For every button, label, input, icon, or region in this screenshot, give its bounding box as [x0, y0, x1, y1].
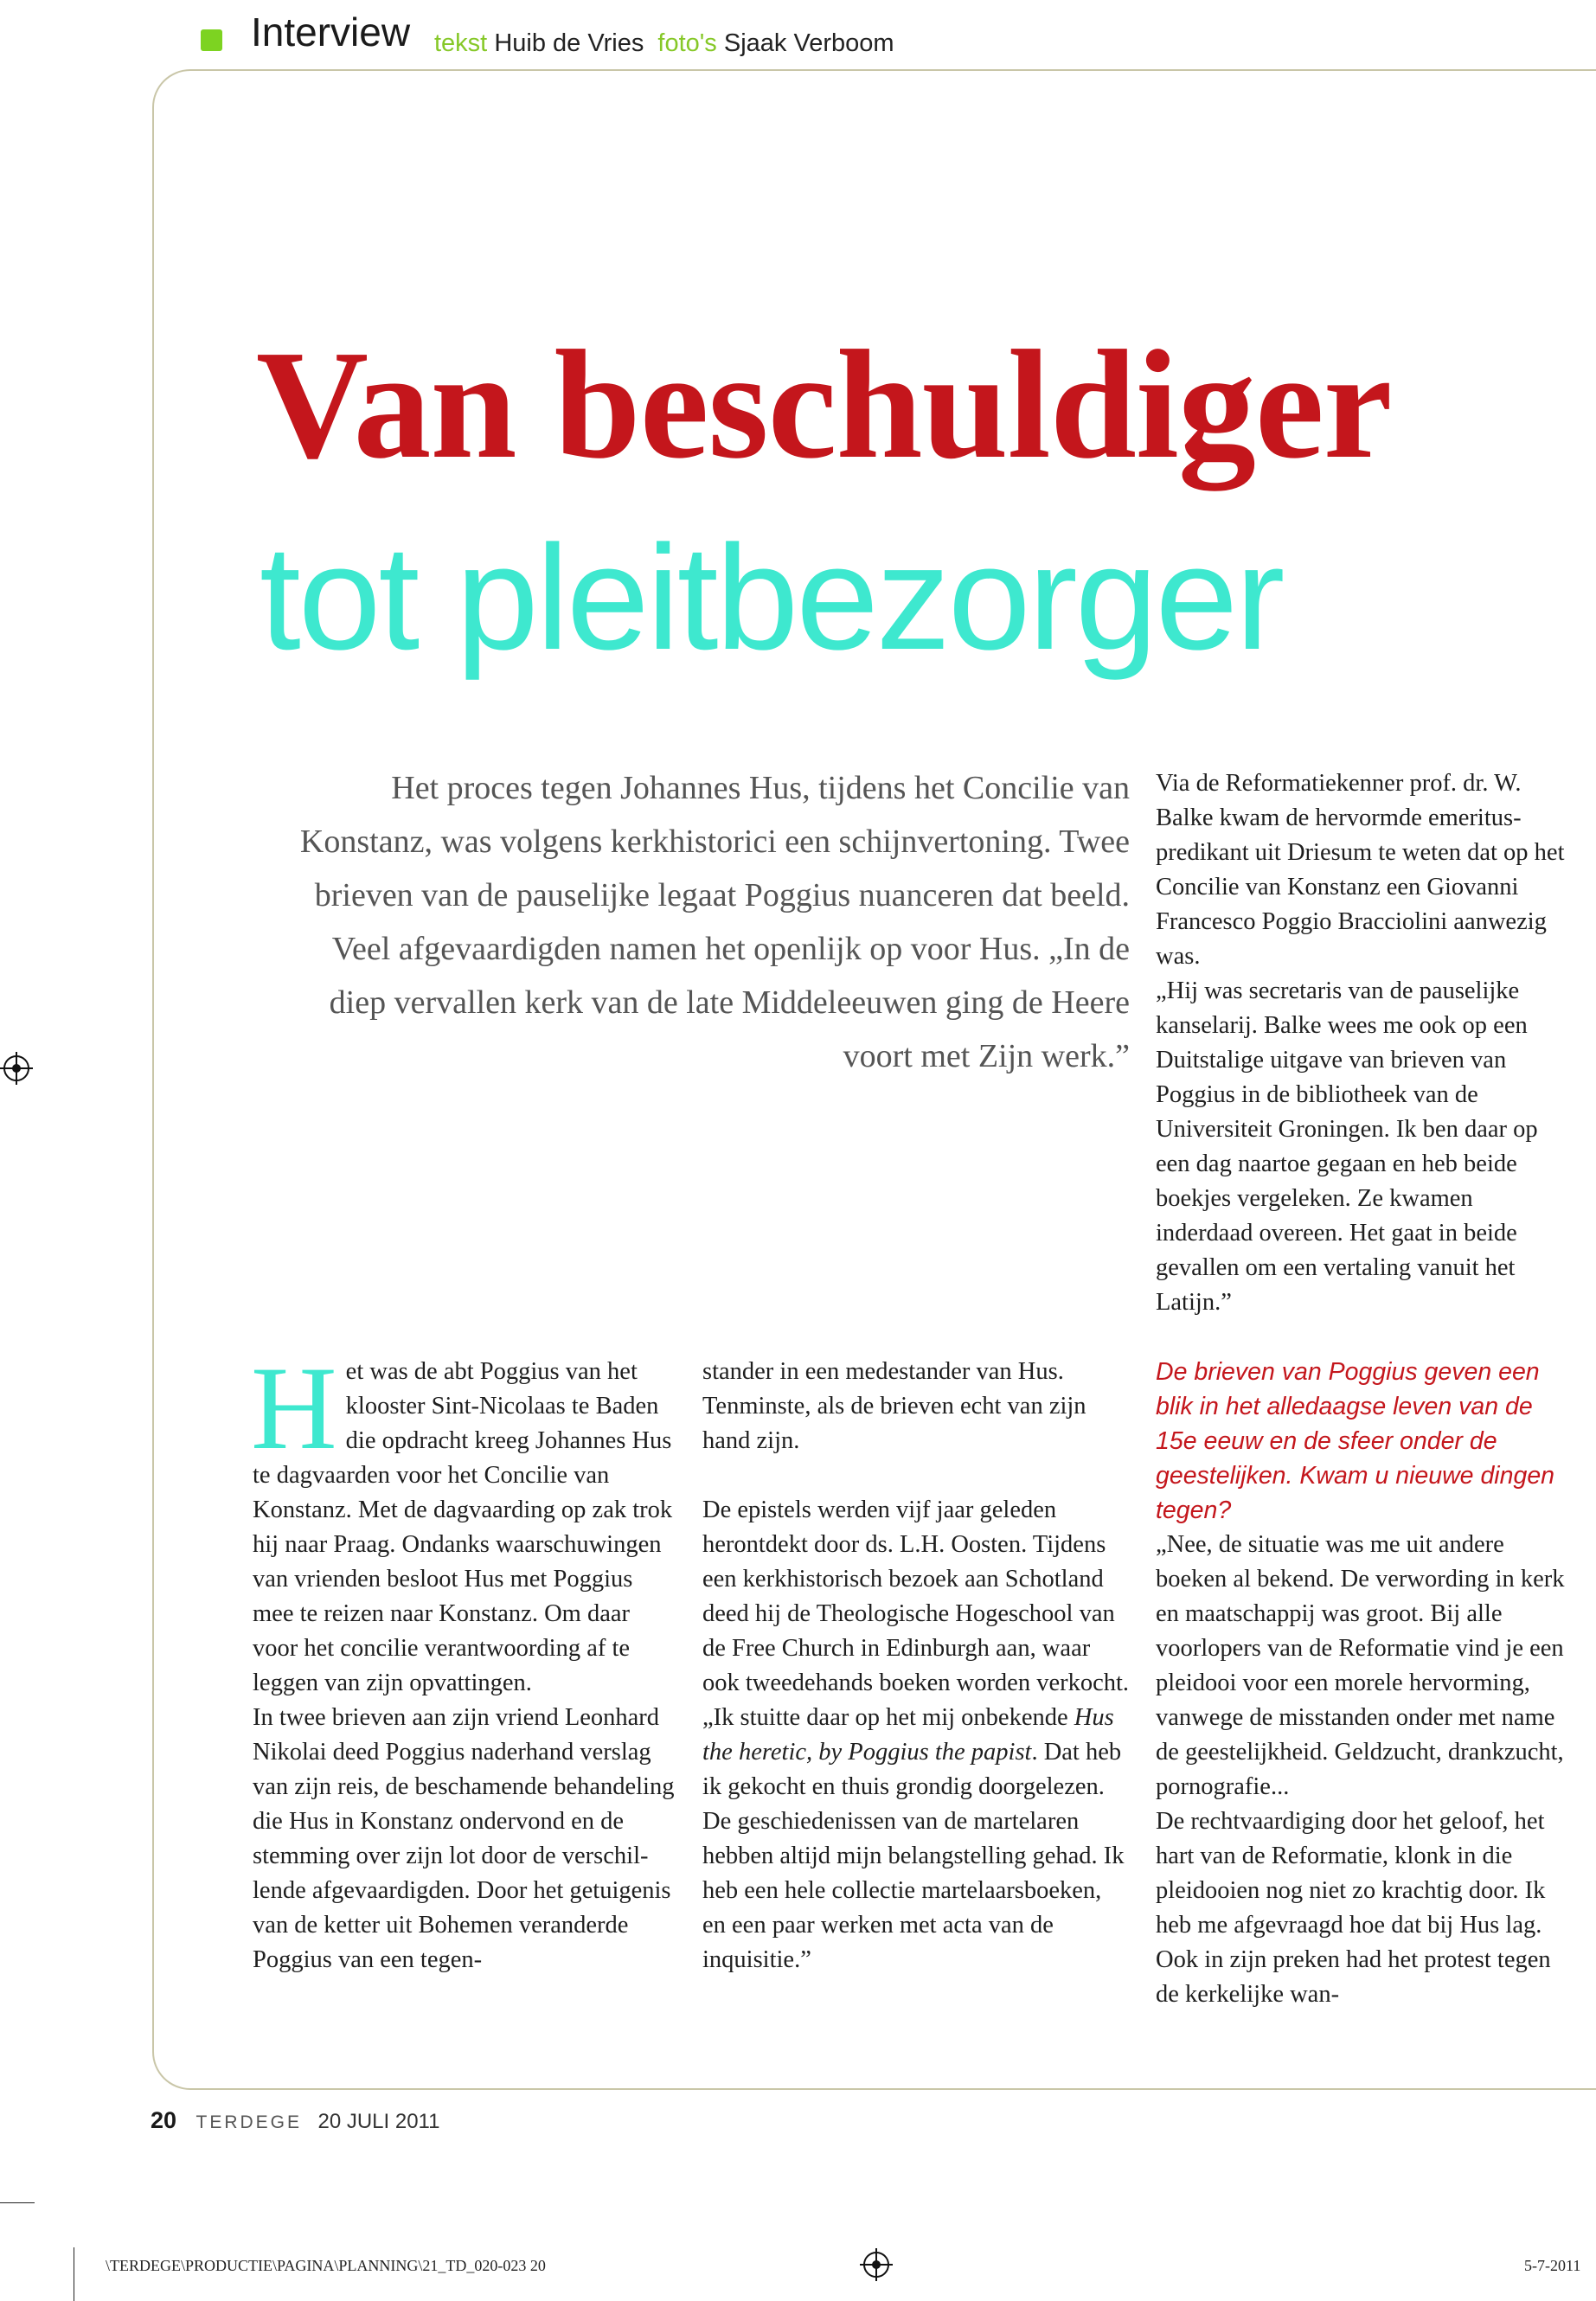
credit-text-label: tekst — [434, 29, 488, 57]
credits — [434, 31, 901, 56]
sidebar-paragraph: „Hij was secretaris van de pauselijke kanselarij. Balke wees me ook op een Duitstalige uitgave van brieven van Poggius in de bibliotheek van de Universiteit Groningen. Ik ben daar op een dag naartoe gegaan en heb beide boekjes vergeleken. Ze kwamen inderdaad overeen. Het gaat in beide gevallen om een vertaling vanuit het Latijn.” — [1156, 977, 1538, 1316]
text-run: „Ik stuitte daar op het mij onbekende — [702, 1704, 1074, 1731]
page-number: 20 — [151, 2107, 177, 2133]
section-marker — [201, 29, 222, 51]
registration-mark-icon — [3, 1055, 29, 1081]
body-paragraph: De epistels werden vijf jaar geleden herontdekt door ds. L.H. Oosten. Tijdens een kerkhistorisch bezoek aan Schotland deed hij de Theologische Hogeschool van de Free Church in Edinburgh aan, waar ook tweedehands boeken worden verkocht. — [702, 1497, 1130, 1696]
magazine-name: TERDEGE — [195, 2112, 303, 2132]
body-column-2 — [702, 1355, 1130, 1977]
author-name: Huib de Vries — [494, 29, 644, 57]
issue-date: 20 JULI 2011 — [317, 2110, 440, 2133]
photographer-name: Sjaak Verboom — [723, 29, 894, 57]
registration-mark-icon — [863, 2252, 889, 2278]
body-paragraph — [702, 1701, 1130, 1977]
body-paragraph: De rechtvaardiging door het geloof, het hart van de Reformatie, klonk in die pleidooien nog niet zo krachtig door. Ik heb me afgevraagd hoe dat bij Hus lag. Ook in zijn preken had het protest tegen de kerkelijke wan- — [1156, 1808, 1551, 2008]
body-paragraph: et was de abt Poggius van het klooster Sint-Nicolaas te Baden die opdracht kreeg Johannes Hus te dagvaarden voor het Concilie van Konstanz. Met de dagvaarding op zak trok hij naar Praag. Ondanks waarschuwingen van vrienden besloot Hus met Poggius mee te reizen naar Konstanz. Om daar voor het concilie verantwoording af te leggen van zijn opvattingen. — [253, 1358, 673, 1696]
article-subtitle: tot pleitbezorger — [260, 515, 1283, 681]
intro-lead: Het proces tegen Johannes Hus, tijdens het Concilie van Konstanz, was volgens kerkhistorici een schijnvertoning. Twee brieven van de pauselijke legaat Poggius nuanceren dat beeld. Veel afgevaardigden namen het openlijk op voor Hus. „In de diep vervallen kerk van de late Middeleeuwen ging de Heere voort met Zijn werk.” — [299, 770, 1130, 1074]
drop-cap: H — [251, 1342, 337, 1474]
sidebar-top — [1156, 766, 1571, 1320]
interview-question: De brieven van Poggius geven een blik in het alledaagse leven van de 15e eeuw en de sfeer onder de geestelijken. Kwam u nieuwe dingen tegen? — [1156, 1358, 1555, 1524]
page-footer — [151, 2109, 439, 2132]
book-title: Hus the heretic, by Poggius the papist — [702, 1704, 1114, 1766]
crop-mark — [0, 2202, 35, 2203]
registration-dot — [872, 2260, 881, 2269]
body-paragraph: In twee brieven aan zijn vriend Leonhard Nikolai deed Poggius naderhand verslag van zijn reis, de beschamende behandeling die Hus in Konstanz ondervond en de stemming over zijn lot door de verschillende afgevaardigden. Door het getuigenis van de ketter uit Bohemen veranderde Poggius van een tegen- — [253, 1704, 675, 1973]
credit-photo-label: foto's — [657, 29, 717, 57]
registration-dot — [12, 1064, 21, 1073]
body-paragraph: „Nee, de situatie was me uit andere boeken al bekend. De verwording in kerk en maatschappij was groot. Bij alle voorlopers van de Reformatie vind je een pleidooi voor een morele hervorming, vanwege de misstanden onder met name de geestelijkheid. Geldzucht, drankzucht, pornografie... — [1156, 1531, 1565, 1800]
body-paragraph: stander in een medestander van Hus. Tenminste, als de brieven echt van zijn hand zijn. — [702, 1358, 1086, 1454]
article-title: Van beschuldiger — [256, 318, 1392, 490]
body-column-1 — [251, 1342, 678, 1977]
paragraph-gap — [702, 1458, 1130, 1493]
text-run: . Dat heb ik gekocht en thuis grondig doorgelezen. De geschiedenissen van de martelaren hebben altijd mijn belangstelling gehad. Ik heb een hele collectie martelaarsboeken, en een paar werken met acta van de inquisitie.” — [702, 1739, 1125, 1973]
print-slug-date: 5-7-2011 — [1524, 2257, 1581, 2274]
print-slug-path: \TERDEGE\PRODUCTIE\PAGINA\PLANNING\21_TD_020-023 20 — [106, 2257, 546, 2274]
body-column-3 — [1156, 1355, 1574, 2012]
section-label: Interview — [251, 10, 411, 54]
sidebar-paragraph: Via de Reformatiekenner prof. dr. W. Balke kwam de hervormde emerituspredikant uit Driesum te weten dat op het Concilie van Konstanz een Giovanni Francesco Poggio Bracciolini aanwezig was. — [1156, 770, 1565, 970]
